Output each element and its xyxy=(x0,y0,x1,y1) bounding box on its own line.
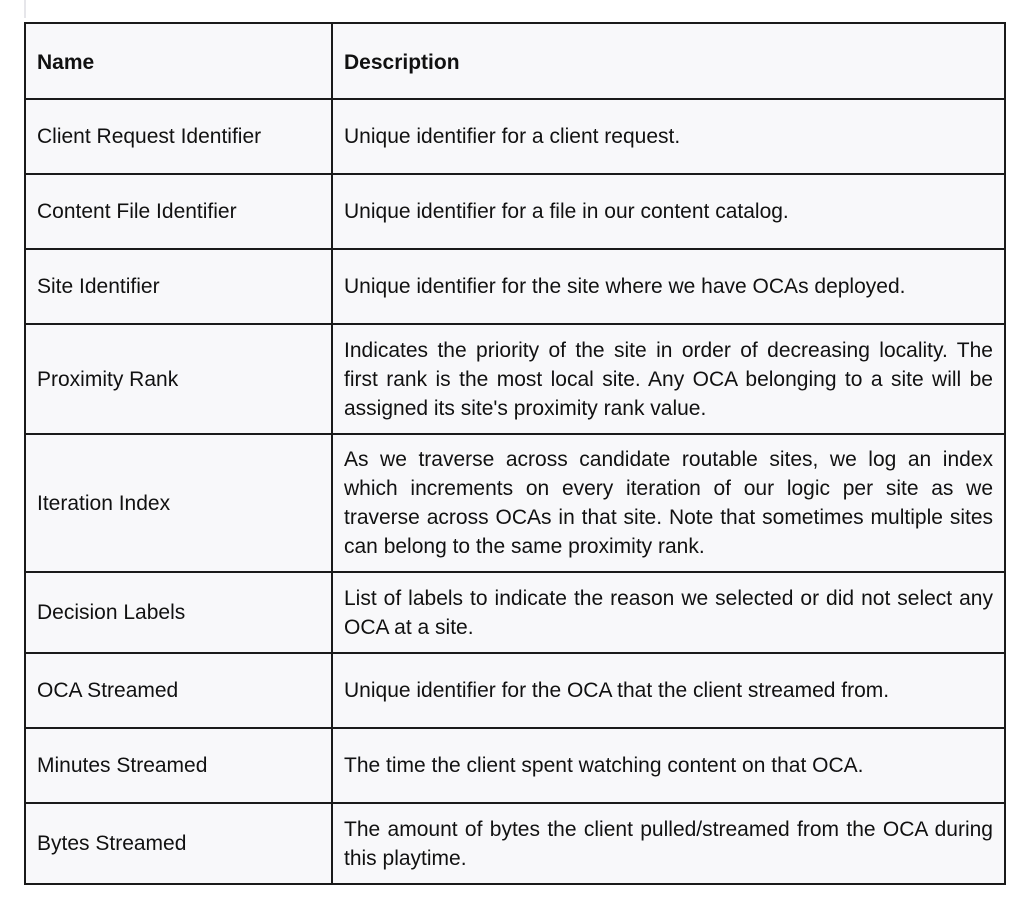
table-row xyxy=(25,324,1005,434)
row-name-cell: Minutes Streamed xyxy=(25,728,332,803)
row-description-cell: The amount of bytes the client pulled/streamed from the OCA during this playtime. xyxy=(332,803,1005,884)
table-row xyxy=(25,572,1005,653)
row-description-cell: Unique identifier for a file in our content catalog. xyxy=(332,174,1005,249)
row-description-cell: Unique identifier for the OCA that the client streamed from. xyxy=(332,653,1005,728)
row-description-cell: Unique identifier for a client request. xyxy=(332,99,1005,174)
table-row xyxy=(25,99,1005,174)
column-header-description: Description xyxy=(332,23,1005,99)
row-name-cell: Bytes Streamed xyxy=(25,803,332,884)
row-name-cell: OCA Streamed xyxy=(25,653,332,728)
table-header-row xyxy=(25,23,1005,99)
row-description-cell: List of labels to indicate the reason we selected or did not select any OCA at a site. xyxy=(332,572,1005,653)
row-description-cell: Indicates the priority of the site in order of decreasing locality. The first rank is the most local site. Any OCA belonging to a site will be assigned its site's proximity rank value. xyxy=(332,324,1005,434)
table-row xyxy=(25,728,1005,803)
table-row xyxy=(25,249,1005,324)
row-description-cell: The time the client spent watching content on that OCA. xyxy=(332,728,1005,803)
top-divider xyxy=(24,0,26,18)
row-name-cell: Client Request Identifier xyxy=(25,99,332,174)
table-row xyxy=(25,803,1005,884)
row-name-cell: Content File Identifier xyxy=(25,174,332,249)
row-description-cell: Unique identifier for the site where we have OCAs deployed. xyxy=(332,249,1005,324)
table-row xyxy=(25,434,1005,572)
row-name-cell: Decision Labels xyxy=(25,572,332,653)
row-name-cell: Proximity Rank xyxy=(25,324,332,434)
row-description-cell: As we traverse across candidate routable sites, we log an index which increments on every iteration of our logic per site as we traverse across OCAs in that site. Note that sometimes multiple sites can belong to the same proximity rank. xyxy=(332,434,1005,572)
table-row xyxy=(25,653,1005,728)
table-row xyxy=(25,174,1005,249)
row-name-cell: Site Identifier xyxy=(25,249,332,324)
row-name-cell: Iteration Index xyxy=(25,434,332,572)
fields-table xyxy=(24,22,1006,885)
column-header-name: Name xyxy=(25,23,332,99)
